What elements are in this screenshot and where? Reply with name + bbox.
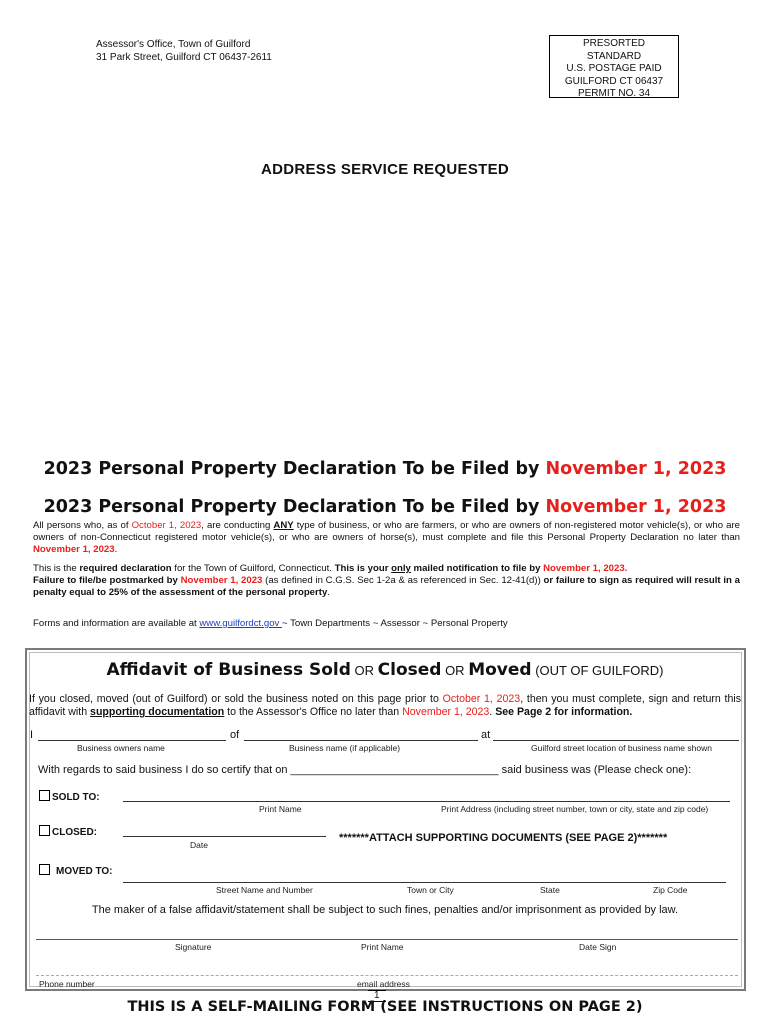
- text: type of business, or who are farmers, or who are owners of non-registered motor vehicle(s), or who are owners of non-Connecticut registered motor vehicle(s), or who are owners of horse(s), must complete and file this Personal Property Declaration no later than: [33, 520, 740, 543]
- intro-paragraph-2: [33, 563, 740, 575]
- closed-date-field[interactable]: [123, 836, 326, 837]
- text: ~ Town Departments ~ Assessor ~ Personal Property: [282, 618, 508, 629]
- permit-line-3: U.S. POSTAGE PAID: [566, 63, 662, 74]
- emphasis-text: required declaration: [79, 563, 172, 574]
- print-name-caption: Print Name: [259, 804, 302, 814]
- emphasis-text: See Page 2 for information.: [495, 706, 633, 718]
- emphasis-text: or failure to sign as required will result in a penalty equal to 25% of the assessment of the personal property: [33, 575, 741, 598]
- text: (as defined in C.G.S. Sec 1-2a & as referenced in Sec. 12-41(d)): [262, 575, 544, 586]
- text: (OUT OF GUILFORD): [531, 663, 664, 678]
- date-sign-caption: Date Sign: [579, 942, 617, 952]
- sold-to-field[interactable]: [123, 801, 730, 802]
- text: .: [114, 544, 118, 555]
- text: Moved: [468, 660, 532, 680]
- text: , are conducting: [201, 520, 274, 531]
- permit-line-4: GUILFORD CT 06437: [564, 75, 664, 87]
- email-caption: email address: [357, 979, 410, 989]
- sold-to-checkbox[interactable]: [39, 790, 50, 801]
- closed-option[interactable]: [39, 825, 97, 838]
- text: OR: [350, 663, 378, 678]
- i-label: I: [30, 729, 34, 741]
- sold-to-option[interactable]: [39, 790, 100, 803]
- moved-to-label: MOVED TO:: [56, 866, 113, 877]
- business-name-caption: Business name (if applicable): [289, 743, 401, 753]
- closed-label: CLOSED:: [52, 827, 97, 838]
- signature-row-field[interactable]: [36, 939, 738, 940]
- date-caption: Date: [190, 840, 208, 850]
- phone-caption: Phone number: [39, 979, 95, 989]
- business-name-field[interactable]: [244, 740, 478, 741]
- forms-info-line: [33, 618, 740, 630]
- date-text: November 1, 2023.: [543, 563, 628, 574]
- guilford-website-link[interactable]: www.guilfordct.gov: [199, 618, 283, 629]
- signature-print-name-caption: Print Name: [361, 942, 404, 952]
- text: If you closed, moved (out of Guilford) or sold the business noted on this page prior to: [29, 693, 443, 705]
- certify-statement: [38, 764, 691, 776]
- declaration-title-2: [0, 497, 770, 517]
- emphasis-text: This is your: [334, 563, 392, 574]
- false-statement-warning: The maker of a false affidavit/statement shall be subject to such fines, penalties and/or imprisonment as provided by law.: [91, 904, 679, 916]
- certify-date-field[interactable]: __________________________________: [290, 764, 499, 776]
- emphasis-text: ANY: [273, 520, 294, 531]
- text: This is the: [33, 563, 80, 574]
- signature-caption: Signature: [175, 942, 212, 952]
- declaration-title-date: November 1, 2023: [545, 459, 727, 479]
- print-address-caption: Print Address (including street number, town or city, state and zip code): [441, 804, 709, 814]
- date-text: November 1, 2023: [180, 575, 263, 586]
- at-label: at: [481, 729, 491, 741]
- page-number: 1: [368, 990, 386, 1002]
- text: said business was (Please check one):: [498, 764, 692, 776]
- moved-to-option[interactable]: [39, 864, 112, 877]
- owners-name-caption: Business owners name: [77, 743, 165, 753]
- affidavit-title: [0, 660, 770, 680]
- text: , then you must complete, sign and return this affidavit with: [29, 693, 741, 718]
- emphasis-text: supporting documentation: [90, 706, 225, 718]
- zip-caption: Zip Code: [653, 885, 688, 895]
- text: for the Town of Guilford, Connecticut.: [171, 563, 335, 574]
- moved-to-field[interactable]: [123, 882, 726, 883]
- text: With regards to said business I do so certify that on: [38, 764, 291, 776]
- guilford-location-field[interactable]: [493, 740, 739, 741]
- affidavit-instructions: [29, 693, 741, 719]
- permit-line-2: STANDARD: [586, 50, 642, 62]
- declaration-title-text: 2023 Personal Property Declaration To be Filed by: [43, 497, 546, 517]
- postage-permit-box: [549, 35, 679, 98]
- emphasis-text: mailed notification to file by: [410, 563, 544, 574]
- intro-paragraph-3: [33, 575, 740, 599]
- text: .: [489, 706, 496, 718]
- date-text: November 1, 2023: [33, 544, 115, 555]
- sender-address: [96, 38, 272, 64]
- of-label: of: [230, 729, 240, 741]
- attach-documents-notice: *******ATTACH SUPPORTING DOCUMENTS (SEE PAGE 2)*******: [339, 832, 668, 844]
- permit-line-1: PRESORTED: [582, 38, 646, 49]
- closed-checkbox[interactable]: [39, 825, 50, 836]
- date-text: October 1, 2023: [442, 693, 521, 705]
- sender-line-2: 31 Park Street, Guilford CT 06437-2611: [96, 52, 272, 63]
- date-text: November 1, 2023: [402, 706, 490, 718]
- moved-to-checkbox[interactable]: [39, 864, 50, 875]
- owners-name-field[interactable]: [38, 740, 226, 741]
- phone-email-field[interactable]: [36, 975, 738, 976]
- declaration-title-text: 2023 Personal Property Declaration To be Filed by: [43, 459, 546, 479]
- state-caption: State: [540, 885, 560, 895]
- address-service-requested: ADDRESS SERVICE REQUESTED: [260, 161, 510, 178]
- text: Forms and information are available at: [33, 618, 200, 629]
- permit-line-5: PERMIT NO. 34: [577, 88, 651, 99]
- text: to the Assessor's Office no later than: [224, 706, 403, 718]
- declaration-title-1: [0, 459, 770, 479]
- text: Closed: [377, 660, 442, 680]
- intro-paragraph-1: [33, 520, 740, 556]
- street-caption: Street Name and Number: [216, 885, 313, 895]
- town-caption: Town or City: [407, 885, 454, 895]
- text: .: [327, 587, 330, 598]
- emphasis-text: Failure to file/be postmarked by: [33, 575, 181, 586]
- text: Affidavit of Business Sold: [106, 660, 351, 680]
- declaration-title-date: November 1, 2023: [545, 497, 727, 517]
- sender-line-1: Assessor's Office, Town of Guilford: [96, 39, 251, 50]
- text: All persons who, as of: [33, 520, 132, 531]
- date-text: October 1, 2023: [131, 520, 202, 531]
- text: OR: [441, 663, 469, 678]
- sold-to-label: SOLD TO:: [52, 792, 100, 803]
- self-mailing-footer: THIS IS A SELF-MAILING FORM (SEE INSTRUCTIONS ON PAGE 2): [127, 999, 643, 1015]
- emphasis-text: only: [391, 563, 411, 574]
- guilford-location-caption: Guilford street location of business name shown: [531, 743, 712, 753]
